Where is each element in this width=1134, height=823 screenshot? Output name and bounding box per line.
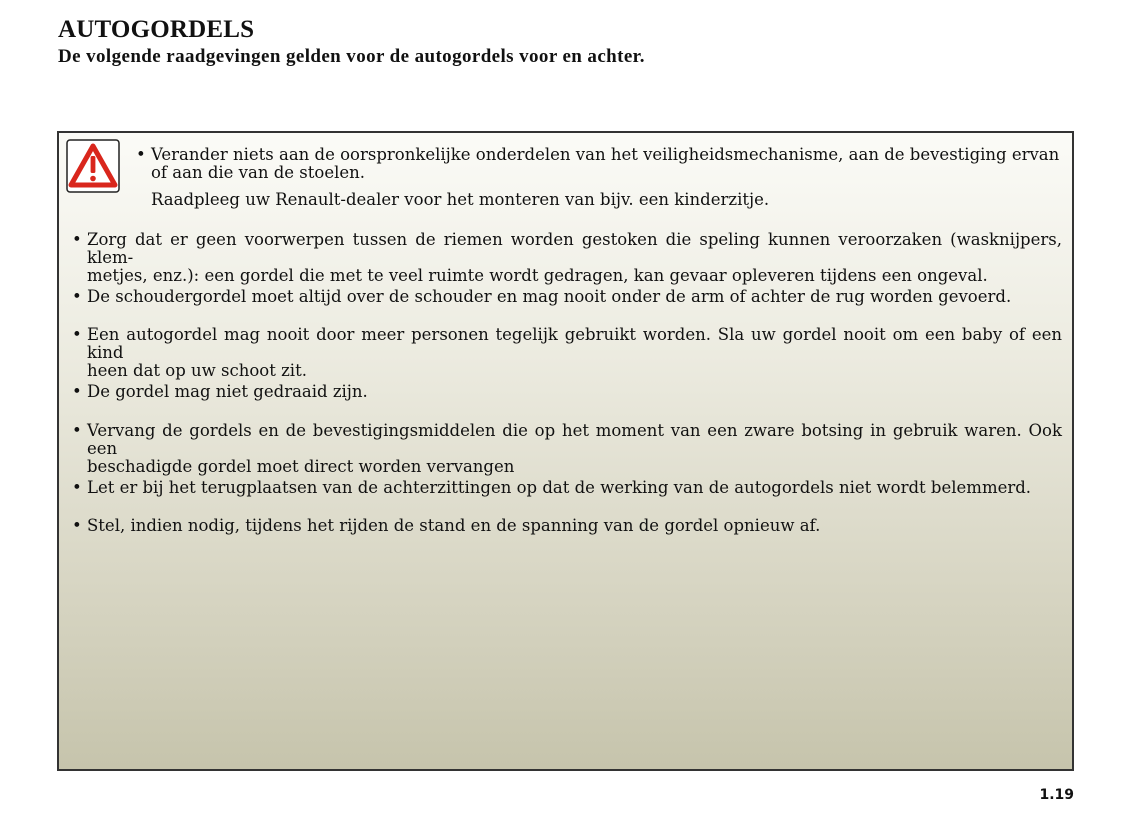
warning-box [57, 131, 1074, 771]
list-item [72, 326, 1062, 380]
list-item-line: heen dat op uw schoot zit. [87, 361, 307, 380]
list-item-line: Let er bij het terugplaatsen van de achterzittingen op dat de werking van de autogordels niet wordt belemmerd. [87, 478, 1032, 497]
list-item-line: Verander niets aan de oorspronkelijke onderdelen van het veiligheidsmechanisme, aan de bevestiging ervan [151, 145, 1060, 164]
bullet: • [72, 287, 82, 306]
warning-triangle-icon [66, 139, 120, 193]
bullet: • [72, 421, 82, 440]
bullet: • [72, 325, 82, 344]
page-subtitle: De volgende raadgevingen gelden voor de autogordels voor en achter. [58, 46, 645, 67]
page-number: 1.19 [1039, 787, 1074, 803]
bullet: • [72, 516, 82, 535]
list-item-line: Een autogordel mag nooit door meer personen tegelijk gebruikt worden. Sla uw gordel nooit om een baby of een kind [87, 325, 1062, 362]
list-item-line: De schoudergordel moet altijd over de schouder en mag nooit onder de arm of achter de rug worden gevoerd. [87, 287, 1012, 306]
bullet: • [72, 382, 82, 401]
list-item-line: of aan die van de stoelen. [151, 163, 365, 182]
bullet: • [72, 478, 82, 497]
bullet: • [72, 230, 82, 249]
list-item-line: Stel, indien nodig, tijdens het rijden de stand en de spanning van de gordel opnieuw af. [87, 516, 821, 535]
list-item [72, 422, 1062, 476]
list-item-line: Vervang de gordels en de bevestigingsmiddelen die op het moment van een zware botsing in gebruik waren. Ook een [87, 421, 1062, 458]
list-item-line: metjes, enz.): een gordel die met te veel ruimte wordt gedragen, kan gevaar opleveren tijdens een ongeval. [87, 266, 988, 285]
list-item [72, 231, 1062, 285]
dealer-note: Raadpleeg uw Renault-dealer voor het monteren van bijv. een kinderzitje. [151, 190, 770, 209]
list-item-line: De gordel mag niet gedraaid zijn. [87, 382, 368, 401]
list-item-line: Zorg dat er geen voorwerpen tussen de riemen worden gestoken die speling kunnen veroorzaken (wasknijpers, klem- [87, 230, 1062, 267]
list-item [72, 479, 1062, 497]
list-item [72, 383, 1062, 401]
bullet: • [136, 145, 146, 164]
list-item [72, 288, 1062, 306]
page-title: AUTOGORDELS [58, 16, 255, 43]
list-item [136, 146, 1062, 182]
list-item [72, 517, 1062, 535]
list-item-line: beschadigde gordel moet direct worden vervangen [87, 457, 515, 476]
